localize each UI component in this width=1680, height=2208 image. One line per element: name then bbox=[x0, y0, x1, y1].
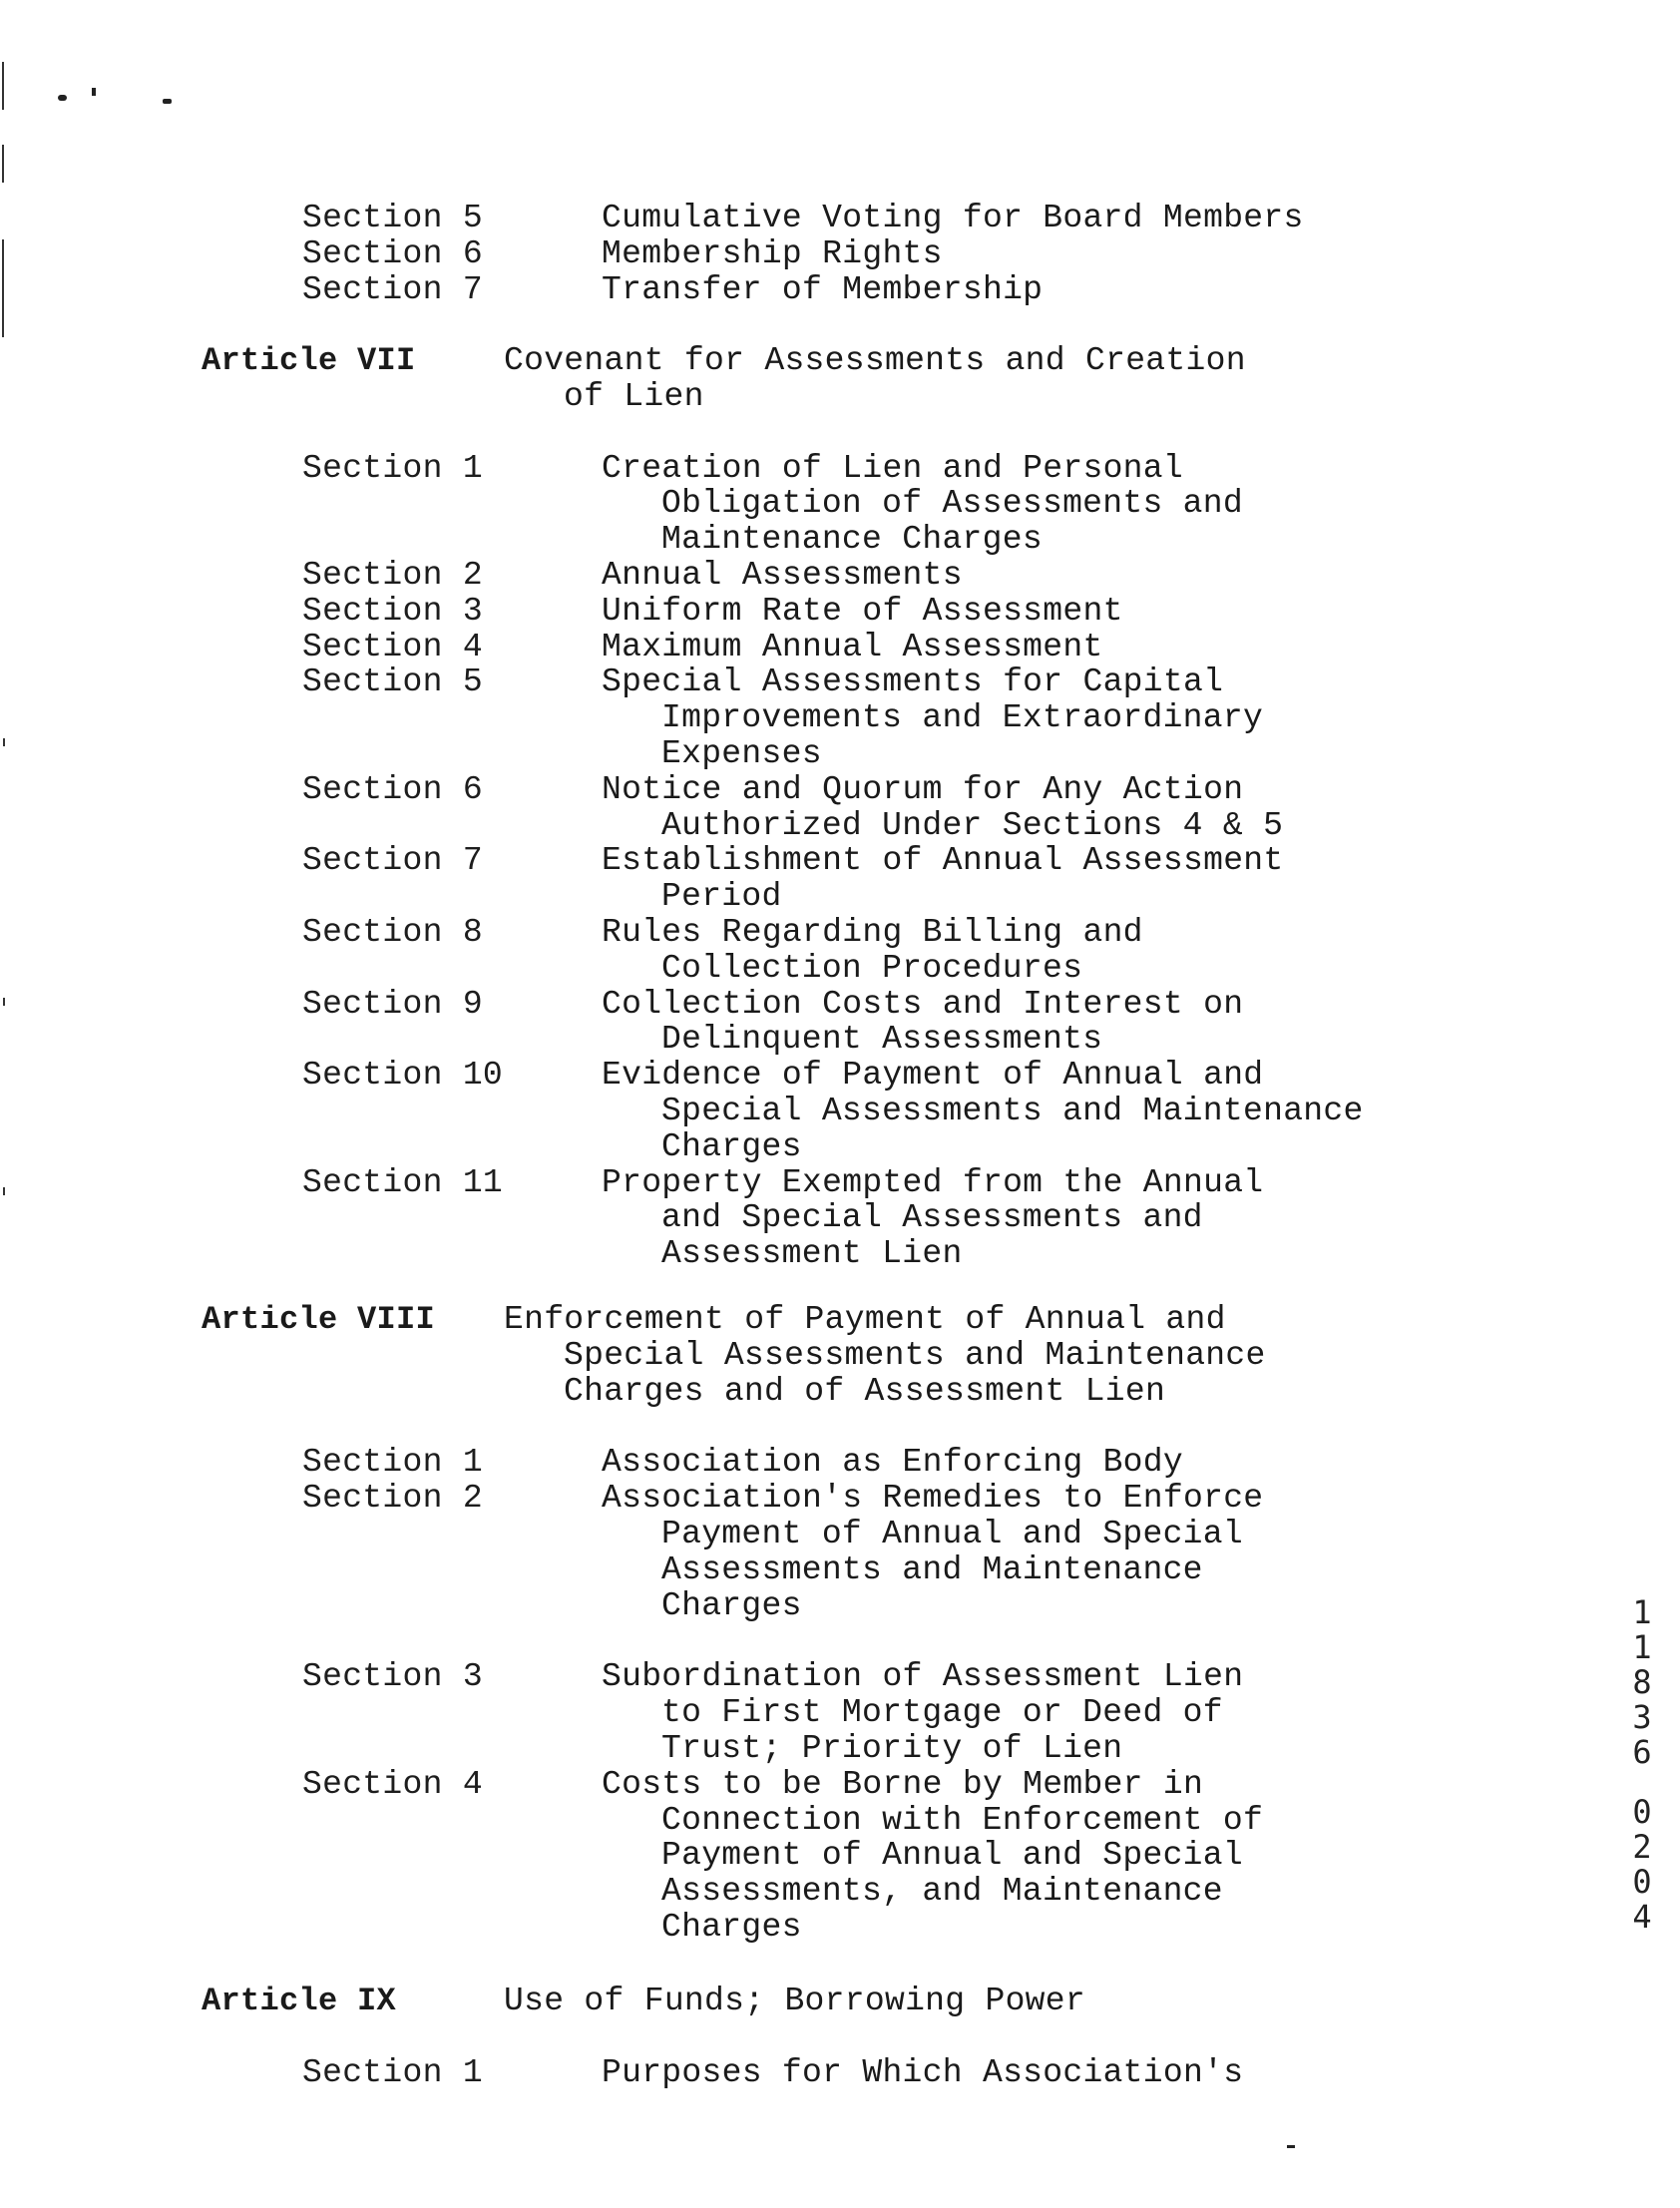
section-title: to First Mortgage or Deed of bbox=[661, 1694, 1223, 1732]
stamp-digit: 2 bbox=[1632, 1828, 1652, 1866]
section-title: Connection with Enforcement of bbox=[661, 1801, 1264, 1839]
section-title: Authorized Under Sections 4 & 5 bbox=[661, 806, 1284, 844]
section-title: Trust; Priority of Lien bbox=[661, 1730, 1123, 1767]
scan-speck bbox=[92, 88, 96, 96]
section-title: Annual Assessments bbox=[602, 557, 963, 594]
section-number: Section 10 bbox=[302, 1057, 504, 1095]
article-title: Special Assessments and Maintenance bbox=[564, 1336, 1266, 1374]
stamp-digit: 8 bbox=[1632, 1663, 1652, 1701]
section-number: Section 5 bbox=[302, 200, 483, 236]
section-number: Section 8 bbox=[302, 914, 483, 951]
scan-speck bbox=[58, 95, 67, 101]
stamp-digit: 0 bbox=[1632, 1793, 1652, 1831]
article-title: of Lien bbox=[564, 377, 704, 415]
stamp-digit: 4 bbox=[1632, 1898, 1652, 1936]
section-number: Section 7 bbox=[302, 842, 483, 880]
section-number: Section 2 bbox=[302, 557, 483, 594]
section-number: Section 5 bbox=[302, 663, 483, 701]
article-heading: Article VIII bbox=[202, 1301, 436, 1338]
stamp-digit: 3 bbox=[1632, 1698, 1652, 1736]
section-title: Establishment of Annual Assessment bbox=[602, 842, 1284, 880]
section-title: Membership Rights bbox=[602, 234, 943, 272]
section-title: Maximum Annual Assessment bbox=[602, 628, 1103, 665]
section-title: Charges bbox=[661, 1586, 802, 1624]
section-title: Collection Costs and Interest on bbox=[602, 985, 1244, 1023]
section-title: Payment of Annual and Special bbox=[661, 1516, 1243, 1552]
section-title: and Special Assessments and bbox=[661, 1199, 1203, 1237]
section-title: Period bbox=[661, 878, 782, 916]
scan-edge-line bbox=[2, 145, 4, 183]
section-title: Purposes for Which Association's bbox=[602, 2053, 1244, 2091]
stamp-digit: 0 bbox=[1632, 1863, 1652, 1901]
section-number: Section 1 bbox=[302, 1444, 483, 1482]
section-title: Property Exempted from the Annual bbox=[602, 1163, 1264, 1201]
section-title: Improvements and Extraordinary bbox=[661, 699, 1264, 737]
section-title: Rules Regarding Billing and bbox=[602, 914, 1143, 951]
section-number: Section 1 bbox=[302, 449, 483, 487]
section-title: Assessments and Maintenance bbox=[661, 1550, 1203, 1588]
stamp-digit: 1 bbox=[1632, 1593, 1652, 1631]
scan-edge-line bbox=[3, 1187, 5, 1195]
section-title: Assessment Lien bbox=[661, 1235, 963, 1273]
scan-edge-line bbox=[2, 239, 4, 337]
section-title: Assessments, and Maintenance bbox=[661, 1873, 1223, 1911]
section-number: Section 4 bbox=[302, 1765, 483, 1803]
section-title: Charges bbox=[661, 1909, 802, 1946]
section-title: Special Assessments for Capital bbox=[602, 663, 1224, 701]
scan-edge-line bbox=[3, 998, 5, 1006]
section-number: Section 9 bbox=[302, 985, 483, 1023]
section-title: Subordination of Assessment Lien bbox=[602, 1658, 1244, 1696]
stamp-digit: 1 bbox=[1632, 1628, 1652, 1666]
section-title: Notice and Quorum for Any Action bbox=[602, 770, 1244, 808]
section-number: Section 3 bbox=[302, 592, 483, 630]
article-title: Charges and of Assessment Lien bbox=[564, 1372, 1166, 1410]
section-title: Delinquent Assessments bbox=[661, 1021, 1103, 1059]
section-title: Obligation of Assessments and bbox=[661, 485, 1243, 523]
section-title: Costs to be Borne by Member in bbox=[602, 1765, 1204, 1803]
scan-speck bbox=[1287, 2145, 1295, 2148]
section-number: Section 3 bbox=[302, 1658, 483, 1696]
scan-speck bbox=[163, 99, 172, 104]
section-title: Evidence of Payment of Annual and bbox=[602, 1057, 1264, 1095]
scan-edge-line bbox=[3, 738, 5, 746]
article-title: Use of Funds; Borrowing Power bbox=[504, 1983, 1085, 2019]
section-title: Special Assessments and Maintenance bbox=[661, 1093, 1364, 1129]
section-title: Transfer of Membership bbox=[602, 270, 1044, 308]
section-number: Section 7 bbox=[302, 270, 483, 308]
section-title: Uniform Rate of Assessment bbox=[602, 592, 1123, 630]
section-number: Section 6 bbox=[302, 770, 483, 808]
section-number: Section 11 bbox=[302, 1163, 504, 1201]
section-title: Cumulative Voting for Board Members bbox=[602, 200, 1304, 236]
section-number: Section 6 bbox=[302, 234, 483, 272]
section-title: Maintenance Charges bbox=[661, 521, 1043, 559]
article-title: Enforcement of Payment of Annual and bbox=[504, 1301, 1226, 1338]
section-number: Section 4 bbox=[302, 628, 483, 665]
section-number: Section 2 bbox=[302, 1480, 483, 1518]
section-title: Association's Remedies to Enforce bbox=[602, 1480, 1264, 1518]
section-number: Section 1 bbox=[302, 2053, 483, 2091]
article-heading: Article VII bbox=[202, 342, 416, 379]
section-title: Payment of Annual and Special bbox=[661, 1837, 1243, 1875]
section-title: Creation of Lien and Personal bbox=[602, 449, 1183, 487]
article-heading: Article IX bbox=[202, 1983, 397, 2019]
stamp-digit: 6 bbox=[1632, 1733, 1652, 1771]
section-title: Collection Procedures bbox=[661, 949, 1083, 987]
section-title: Charges bbox=[661, 1127, 802, 1165]
section-title: Expenses bbox=[661, 735, 822, 772]
section-title: Association as Enforcing Body bbox=[602, 1444, 1183, 1482]
article-title: Covenant for Assessments and Creation bbox=[504, 342, 1246, 379]
scan-edge-line bbox=[2, 62, 4, 110]
